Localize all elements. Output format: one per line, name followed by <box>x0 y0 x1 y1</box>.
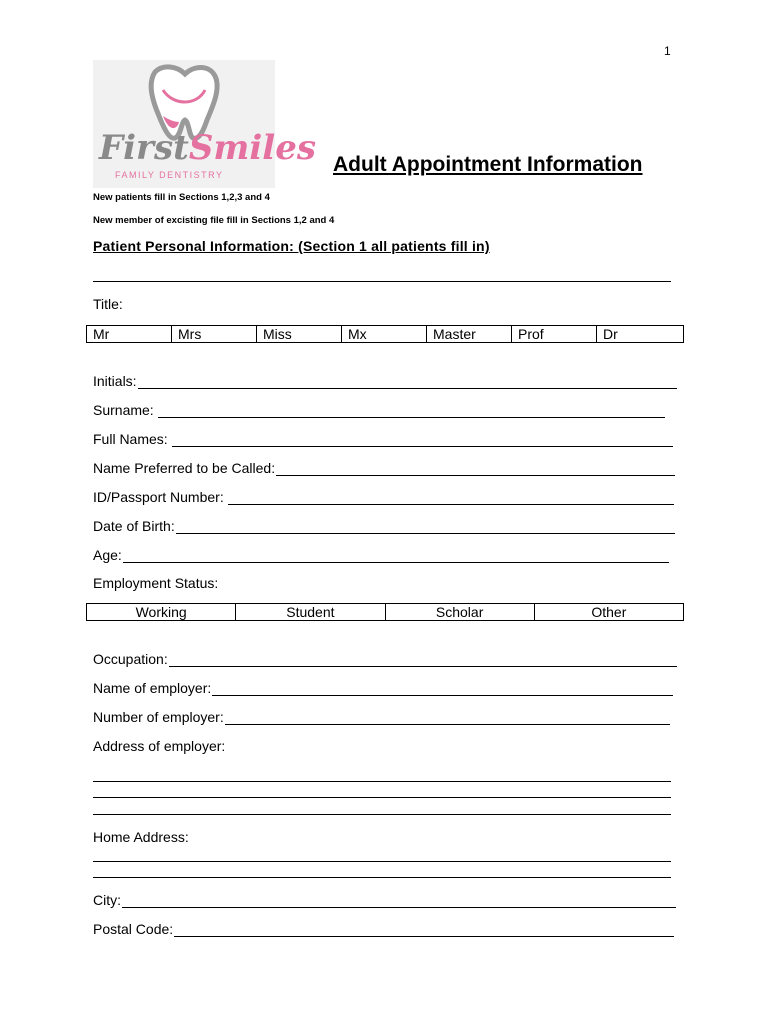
city-label: City: <box>93 892 121 908</box>
employment-options-table <box>86 603 684 621</box>
age-field[interactable] <box>93 547 669 563</box>
title-option-mx[interactable]: Mx <box>342 326 427 343</box>
date-of-birth-label: Date of Birth: <box>93 518 175 534</box>
title-option-prof[interactable]: Prof <box>512 326 597 343</box>
employer-address-label: Address of employer: <box>93 738 226 754</box>
home-address-label: Home Address: <box>93 829 189 845</box>
page-number: 1 <box>664 44 671 58</box>
employment-status-label: Employment Status: <box>93 575 219 591</box>
employer-number-label: Number of employer: <box>93 709 224 725</box>
id-passport-label: ID/Passport Number: <box>93 489 224 505</box>
note-existing-member: New member of excisting file fill in Sections 1,2 and 4 <box>93 215 335 226</box>
surname-label: Surname: <box>93 402 154 418</box>
age-label: Age: <box>93 547 122 563</box>
title-option-master[interactable]: Master <box>427 326 512 343</box>
id-passport-field[interactable] <box>93 489 674 505</box>
employer-name-label: Name of employer: <box>93 680 212 696</box>
section1-heading: Patient Personal Information: (Section 1 all patients fill in) <box>93 238 490 254</box>
date-of-birth-field[interactable] <box>93 518 675 534</box>
full-names-field[interactable] <box>93 431 673 447</box>
city-field[interactable] <box>93 892 676 908</box>
employer-number-field[interactable] <box>93 709 670 725</box>
page-title: Adult Appointment Information <box>333 153 643 176</box>
title-label: Title: <box>93 296 123 312</box>
employer-address-line-3[interactable] <box>93 814 671 815</box>
employment-option-student[interactable]: Student <box>236 604 385 621</box>
title-options-table <box>86 325 684 343</box>
initials-field[interactable] <box>93 373 677 389</box>
home-address-line-1[interactable] <box>93 861 671 862</box>
section-divider <box>93 281 671 282</box>
title-option-dr[interactable]: Dr <box>597 326 684 343</box>
note-new-patients: New patients fill in Sections 1,2,3 and 4 <box>93 192 270 203</box>
initials-label: Initials: <box>93 373 137 389</box>
preferred-name-field[interactable] <box>93 460 675 476</box>
logo-subtitle: FAMILY DENTISTRY <box>115 170 224 180</box>
employer-address-line-1[interactable] <box>93 781 671 782</box>
postal-code-field[interactable] <box>93 921 674 937</box>
title-option-mrs[interactable]: Mrs <box>172 326 257 343</box>
title-option-mr[interactable]: Mr <box>87 326 172 343</box>
tooth-icon <box>93 60 275 188</box>
surname-field[interactable] <box>93 402 665 418</box>
postal-code-label: Postal Code: <box>93 921 174 937</box>
employment-option-other[interactable]: Other <box>534 604 683 621</box>
preferred-name-label: Name Preferred to be Called: <box>93 460 276 476</box>
employment-option-scholar[interactable]: Scholar <box>385 604 534 621</box>
home-address-line-2[interactable] <box>93 877 671 878</box>
full-names-label: Full Names: <box>93 431 168 447</box>
logo-wordmark: FirstSmiles <box>99 128 316 168</box>
occupation-field[interactable] <box>93 651 677 667</box>
employer-address-line-2[interactable] <box>93 797 671 798</box>
employer-name-field[interactable] <box>93 680 673 696</box>
first-smiles-logo <box>93 60 316 188</box>
occupation-label: Occupation: <box>93 651 168 667</box>
title-option-miss[interactable]: Miss <box>257 326 342 343</box>
employment-option-working[interactable]: Working <box>87 604 236 621</box>
